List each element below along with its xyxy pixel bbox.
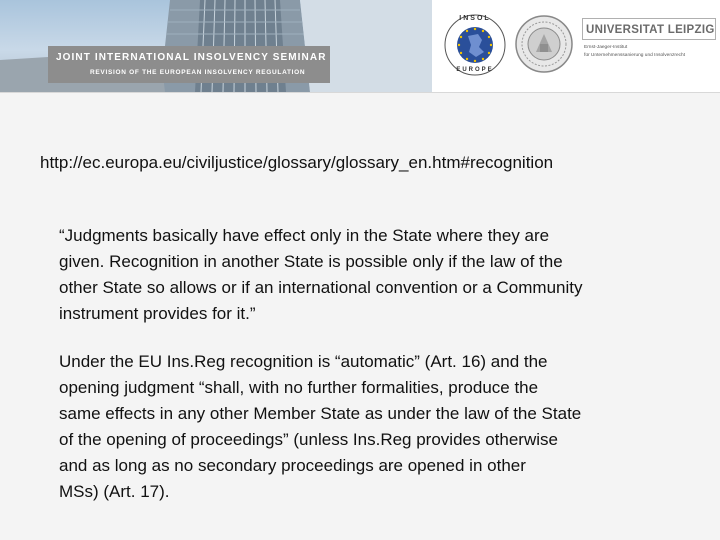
universitat-leipzig-logo: [582, 18, 716, 78]
quote-line: “Judgments basically have effect only in the State where they are: [59, 226, 550, 245]
university-name: UNIVERSITAT LEIPZIG: [582, 18, 716, 40]
insol-logo-top-text: INSOL: [459, 15, 491, 22]
paragraph-line: opening judgment “shall, with no further formalities, produce the: [59, 378, 539, 397]
paragraph-line: Under the EU Ins.Reg recognition is “automatic” (Art. 16) and the: [59, 352, 548, 371]
institute-line-2: für Unternehmenssanierung und Insolvenzrecht: [584, 53, 686, 58]
seal-icon: [514, 14, 574, 74]
seminar-subtitle: REVISION OF THE EUROPEAN INSOLVENCY REGULATION: [90, 69, 306, 76]
institute-line-1: Ernst-Jaeger-Institut: [584, 45, 628, 50]
paragraph-line: of the opening of proceedings” (unless Ins.Reg provides otherwise: [59, 430, 558, 449]
seminar-title-box: [48, 46, 330, 83]
insol-europe-logo: [442, 12, 508, 78]
paragraph-line: and as long as no secondary proceedings are opened in other: [59, 456, 526, 475]
seminar-title: JOINT INTERNATIONAL INSOLVENCY SEMINAR: [56, 52, 327, 63]
insreg-paragraph: [59, 349, 699, 505]
paragraph-line: MSs) (Art. 17).: [59, 482, 170, 501]
header-banner: [0, 0, 720, 93]
glossary-url: http://ec.europa.eu/civiljustice/glossary/glossary_en.htm#recognition: [40, 153, 554, 172]
university-seal: [514, 14, 574, 74]
quote-line: other State so allows or if an international convention or a Community: [59, 278, 583, 297]
paragraph-line: same effects in any other Member State as under the law of the State: [59, 404, 582, 423]
quote-line: instrument provides for it.”: [59, 304, 256, 323]
insol-logo-bottom-text: EUROPE: [456, 67, 494, 73]
quote-paragraph: [59, 223, 699, 327]
quote-line: given. Recognition in another State is possible only if the law of the: [59, 252, 563, 271]
